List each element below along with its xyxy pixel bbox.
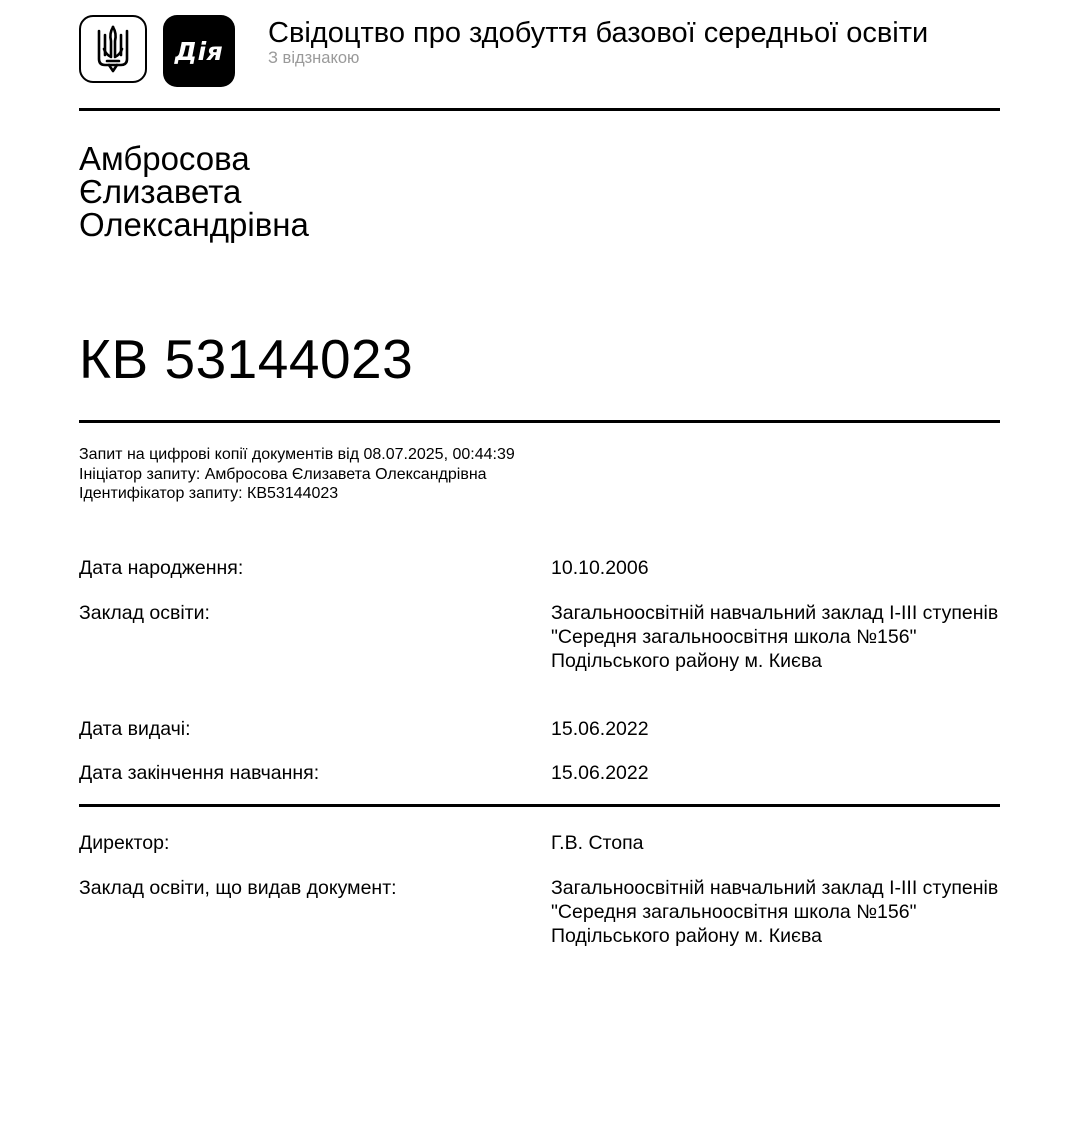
document-number: КВ 53144023 [79, 328, 414, 390]
request-id-line: Ідентифікатор запиту: КВ53144023 [79, 485, 339, 502]
institution-label: Заклад освіти: [79, 602, 210, 624]
request-info [79, 445, 515, 504]
document-title: Свідоцтво про здобуття базової середньої освіти [268, 17, 929, 49]
request-date-line: Запит на цифрові копії документів від 08.07.2025, 00:44:39 [79, 446, 515, 463]
divider [79, 108, 1000, 111]
issue-date-value: 15.06.2022 [551, 718, 649, 740]
divider [79, 804, 1000, 807]
issuing-institution-value: Загальноосвітній навчальний заклад І-ІІІ ступенів "Середня загальноосвітня школа №156" Подільського району м. Києва [551, 877, 999, 947]
director-label: Директор: [79, 832, 170, 854]
diia-logo-text: Дія [174, 36, 224, 66]
graduation-date-label: Дата закінчення навчання: [79, 762, 320, 784]
holder-surname: Амбросова [79, 140, 250, 177]
issue-date-label: Дата видачі: [79, 718, 191, 740]
holder-name [79, 142, 309, 241]
holder-given-name: Єлизавета [79, 173, 242, 210]
trident-icon [79, 15, 147, 83]
holder-patronymic: Олександрівна [79, 206, 309, 243]
graduation-date-value: 15.06.2022 [551, 762, 649, 784]
director-value: Г.В. Стопа [551, 832, 644, 854]
birth-date-value: 10.10.2006 [551, 557, 649, 579]
document-header [79, 15, 1000, 87]
diia-logo [163, 15, 235, 87]
institution-value: Загальноосвітній навчальний заклад І-ІІІ ступенів "Середня загальноосвітня школа №156" Подільського району м. Києва [551, 602, 999, 672]
request-initiator-line: Ініціатор запиту: Амбросова Єлизавета Олександрівна [79, 465, 487, 483]
issuing-institution-label: Заклад освіти, що видав документ: [79, 877, 397, 899]
birth-date-label: Дата народження: [79, 557, 244, 579]
document-subtitle: З відзнакою [268, 49, 360, 67]
divider [79, 420, 1000, 423]
